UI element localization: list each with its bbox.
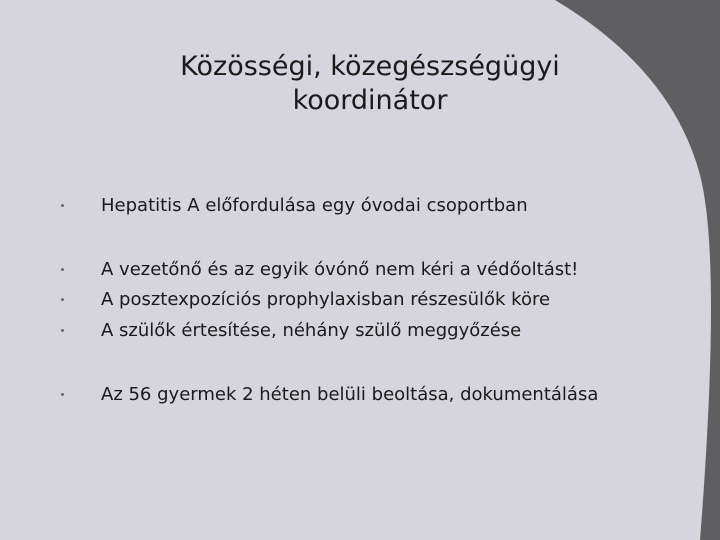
bullet-text: A posztexpozíciós prophylaxisban részesülők köre	[101, 289, 551, 310]
slide-title	[120, 50, 620, 118]
bullet-marker-icon	[61, 204, 64, 207]
bullet-marker-icon	[61, 393, 64, 396]
slide-title-line-2: koordinátor	[292, 85, 448, 116]
bullet-text: Az 56 gyermek 2 héten belüli beoltása, dokumentálása	[101, 384, 599, 405]
bullet-marker-icon	[61, 298, 64, 301]
bullet-text: A szülők értesítése, néhány szülő meggyőzése	[101, 320, 522, 341]
bullet-text: A vezetőnő és az egyik óvónő nem kéri a védőoltást!	[101, 259, 579, 280]
slide-title-line-1: Közösségi, közegészségügyi	[180, 51, 560, 82]
bullet-marker-icon	[61, 268, 64, 271]
bullet-marker-icon	[61, 329, 64, 332]
bullet-text: Hepatitis A előfordulása egy óvodai csoportban	[101, 195, 528, 216]
